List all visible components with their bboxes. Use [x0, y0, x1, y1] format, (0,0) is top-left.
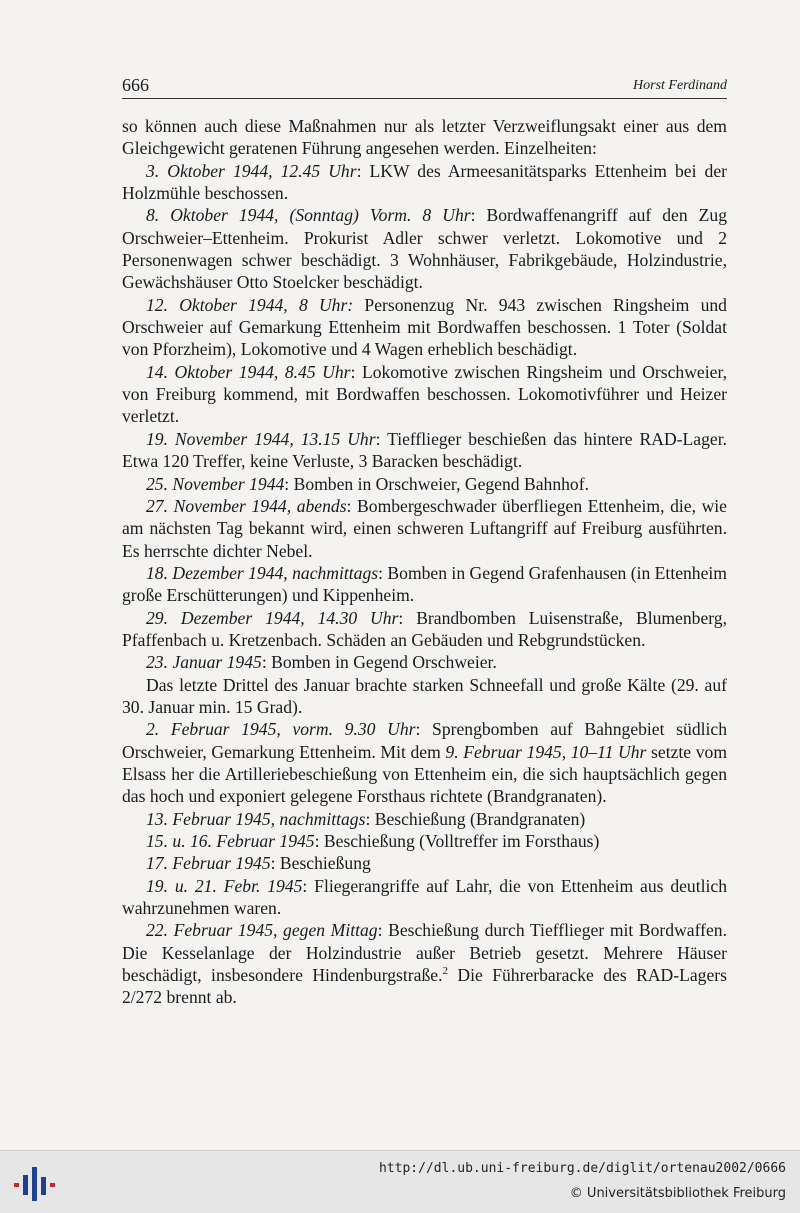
entry-text: : Beschießung durch Tiefflieger mit Bordwaffen. Die Kesselanlage der Holzindustrie außer Betrieb gesetzt. Mehrere Häuser beschädigt, insbesondere Hindenburgstraße.	[122, 920, 727, 986]
entry-text: : Beschießung	[270, 853, 371, 874]
paragraph-text: Das letzte Drittel des Januar brachte starken Schneefall und große Kälte (29. auf 30. Januar min. 15 Grad).	[122, 674, 727, 717]
entry	[122, 428, 727, 473]
entry-date: 19. u. 21. Febr. 1945	[146, 875, 303, 896]
page-number: 666	[122, 75, 149, 95]
entry-date: 19. November 1944, 13.15 Uhr	[146, 428, 376, 449]
entry-date-inline: 9. Februar 1945, 10–11 Uhr	[445, 741, 647, 762]
entry	[122, 495, 727, 562]
entry-text: : Bordwaffenangriff auf den Zug Orschweier–Ettenheim. Prokurist Adler schwer verletzt. Lokomotive und 2 Personenwagen schwer beschädigt. 3 Wohnhäuser, Fabrikgebäude, Holzindustrie, Gewächshäuser Otto Stoelcker beschädigt.	[122, 205, 727, 293]
entry-date: 15. u. 16. Februar 1945	[146, 831, 315, 851]
entry-date: 2. Februar 1945, vorm. 9.30 Uhr	[146, 719, 416, 740]
entry-text: : Bombergeschwader überfliegen Ettenheim, die, wie am nächsten Tag bekannt wird, einen schweren Luftangriff auf Freiburg ausführten. Es herrschte dichter Nebel.	[122, 495, 727, 561]
entry-text: : Fliegerangriffe auf Lahr, die von Ettenheim aus deutlich wahrzunehmen waren.	[122, 875, 727, 919]
entry-text: : Beschießung (Volltreffer im Forsthaus)	[314, 831, 600, 851]
entry-date: 18. Dezember 1944, nachmittags	[146, 562, 379, 583]
entry	[122, 808, 727, 830]
entry-text: : Bomben in Orschweier, Gegend Bahnhof.	[284, 473, 589, 494]
entry-text: : LKW des Armeesanitätsparks Ettenheim bei der Holzmühle beschossen.	[122, 160, 728, 204]
entry-date: 23. Januar 1945	[146, 652, 262, 673]
viewer-footer	[0, 1150, 800, 1213]
entry	[122, 718, 727, 807]
entry	[122, 473, 727, 495]
entry	[122, 294, 727, 361]
entry-date: 17. Februar 1945	[146, 853, 271, 874]
entry-text: : Beschießung (Brandgranaten)	[365, 808, 586, 829]
ub-freiburg-logo-icon	[10, 1165, 58, 1201]
entry-text: : Tiefflieger beschießen das hintere RAD-Lager. Etwa 120 Treffer, keine Verluste, 3 Baracken beschädigt.	[122, 428, 727, 472]
entry-date: 25. November 1944	[146, 473, 285, 494]
paragraph	[122, 115, 727, 160]
entry	[122, 875, 727, 920]
entry-date: 22. Februar 1945, gegen Mittag	[146, 920, 378, 941]
entry	[122, 607, 727, 652]
entry-text: Die Führerbaracke des RAD-Lagers 2/272 brennt ab.	[122, 965, 727, 1008]
entry	[122, 562, 727, 607]
entry	[122, 361, 727, 428]
entry-text: setzte vom Elsass her die Artilleriebeschießung von Ettenheim ein, die sich hauptsächlich gegen das hoch und exponiert gelegene Forsthaus richtete (Brandgranaten).	[122, 741, 727, 807]
copyright-notice: © Universitätsbibliothek Freiburg	[569, 1186, 786, 1201]
entry-text: : Bomben in Gegend Orschweier.	[261, 652, 497, 673]
entry-date: 14. Oktober 1944, 8.45 Uhr	[146, 361, 351, 382]
footnote-marker[interactable]: 2	[442, 965, 448, 978]
entry-date: 12. Oktober 1944, 8 Uhr:	[146, 294, 354, 315]
page-header	[122, 74, 727, 99]
body-text	[122, 115, 727, 1009]
entry	[122, 651, 727, 673]
entry-text: : Sprengbomben auf Bahngebiet südlich Orschweier, Gemarkung Ettenheim. Mit dem	[122, 719, 728, 762]
entry	[122, 160, 727, 205]
entry-date: 29. Dezember 1944, 14.30 Uhr	[146, 607, 399, 628]
paragraph	[122, 674, 727, 719]
entry	[122, 919, 727, 1008]
entry-text: Personenzug Nr. 943 zwischen Ringsheim und Orschweier auf Gemarkung Ettenheim mit Bordwaffen beschossen. 1 Toter (Soldat von Pforzheim), Lokomotive und 4 Wagen erheblich beschädigt.	[122, 294, 727, 360]
running-head: Horst Ferdinand	[633, 78, 727, 93]
entry	[122, 204, 727, 293]
entry	[122, 830, 727, 852]
entry-text: : Bomben in Gegend Grafenhausen (in Ettenheim große Erschütterungen) und Kippenheim.	[122, 562, 727, 606]
paragraph-text: so können auch diese Maßnahmen nur als letzter Verzweiflungsakt einer aus dem Gleichgewicht geratenen Führung angesehen werden. Einzelheiten:	[122, 116, 727, 159]
entry-date: 13. Februar 1945, nachmittags	[146, 808, 366, 829]
entry-date: 27. November 1944, abends	[146, 495, 347, 516]
entry-date: 8. Oktober 1944, (Sonntag) Vorm. 8 Uhr	[146, 205, 471, 226]
entry-date: 3. Oktober 1944, 12.45 Uhr	[146, 160, 357, 181]
entry-text: : Lokomotive zwischen Ringsheim und Orschweier, von Freiburg kommend, mit Bordwaffen beschossen. Lokomotivführer und Heizer verletzt.	[122, 361, 727, 427]
entry-text: : Brandbomben Luisenstraße, Blumenberg, Pfaffenbach u. Kretzenbach. Schäden an Gebäuden und Rebgrundstücken.	[122, 607, 728, 650]
entry	[122, 852, 727, 874]
permalink-url[interactable]: http://dl.ub.uni-freiburg.de/diglit/ortenau2002/0666	[379, 1161, 786, 1176]
